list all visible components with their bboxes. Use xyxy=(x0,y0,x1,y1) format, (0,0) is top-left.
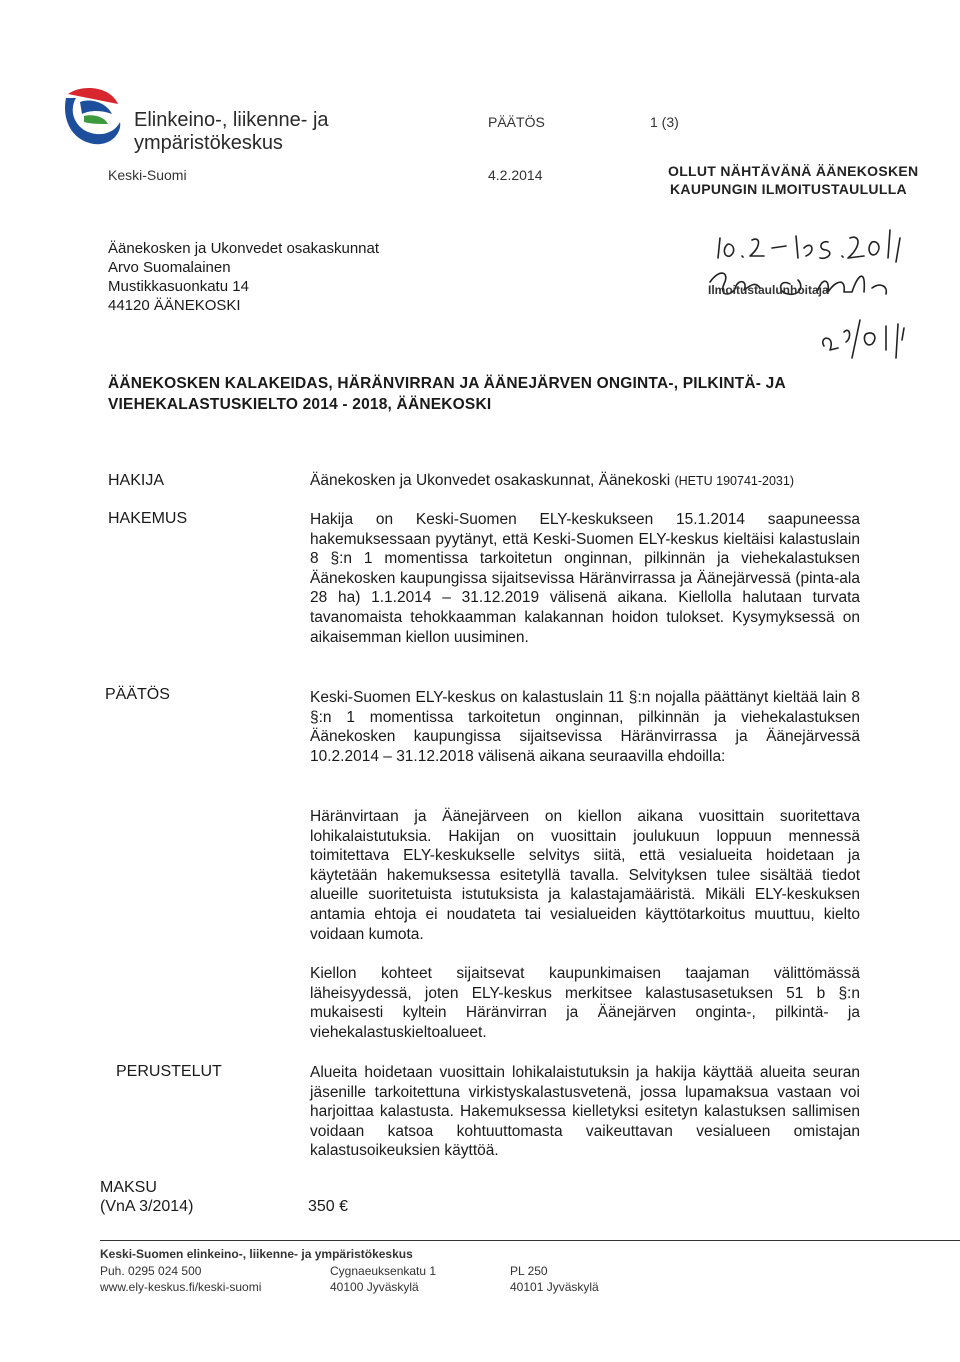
footer-phone: Puh. 0295 024 500 xyxy=(100,1264,202,1278)
maksu-label: MAKSU xyxy=(100,1179,157,1196)
footer-web[interactable]: www.ely-keskus.fi/keski-suomi xyxy=(100,1280,262,1294)
paatos-signage: Kiellon kohteet sijaitsevat kaupunkimaisen taajaman välittömässä läheisyydessä, joten ELY-keskus merkitsee kalastusasetuksen 51 b §:n mukaisesti kyltein Häränvirran ja Äänejärven onginta-, pilkintä- ja viehekalastuskieltoalueet. xyxy=(310,965,860,1041)
perustelut-label: PERUSTELUT xyxy=(116,1063,222,1080)
recipient-line2: Arvo Suomalainen xyxy=(108,259,231,276)
footer-divider xyxy=(100,1240,960,1241)
document-type: PÄÄTÖS xyxy=(488,114,545,130)
footer-pobox: PL 250 xyxy=(510,1264,548,1278)
org-name-line1: Elinkeino-, liikenne- ja xyxy=(134,109,329,131)
perustelut-text: Alueita hoidetaan vuosittain lohikalaistutuksin ja hakija käyttää alueita seuran jäsenille tarkoitettuna virkistyskalastusvetenä, jossa lupamaksua vastaan voi harjoittaa kalastusta. Hakemuksessa kielletyksi esitetyn kalastuksen sallimisen voidaan katsoa kohtuuttomasta vaikeuttavan vesialueen omistajan kalastusoikeuksien käyttöä. xyxy=(310,1064,860,1160)
ely-logo-icon xyxy=(62,84,124,146)
region-name: Keski-Suomi xyxy=(108,167,187,183)
document-title-line1: ÄÄNEKOSKEN KALAKEIDAS, HÄRÄNVIRRAN JA ÄÄNEJÄRVEN ONGINTA-, PILKINTÄ- JA xyxy=(108,375,786,392)
hakija-name: Äänekosken ja Ukonvedet osakaskunnat, Äänekoski xyxy=(310,472,671,489)
paatos-text: Keski-Suomen ELY-keskus on kalastuslain 11 §:n nojalla päättänyt kieltää lain 8 §:n 1 momentissa tarkoitetun onginnan, pilkinnän ja viehekalastuksen Äänekosken kaupungissa sijaitsevissa Häränvirrassa ja Äänejärvessä 10.2.2014 – 31.12.2018 välisenä aikana seuraavilla ehdoilla: xyxy=(310,689,860,765)
recipient-line3: Mustikkasuonkatu 14 xyxy=(108,278,249,295)
stamp-signer-label: Ilmoitustaulunhoitaja xyxy=(708,283,829,297)
hakemus-label: HAKEMUS xyxy=(108,510,188,527)
footer-street: Cygnaeuksenkatu 1 xyxy=(330,1264,437,1278)
hakemus-text: Hakija on Keski-Suomen ELY-keskukseen 15.1.2014 saapuneessa hakemuksessaan pyytänyt, että Keski-Suomen ELY-keskus kieltäisi kalastuslain 8 §:n 1 momentissa tarkoitetun onginnan, pilkinnän ja viehekalastuksen Äänekosken kaupungissa sijaitsevissa Häränvirrassa ja Äänejärvessä (pinta-ala 28 ha) 1.1.2014 – 31.12.2019 välisenä aikana. Kiellolla halutaan turvata tavanomaista tehokkaamman kalakannan hoidon tulokset. Kysymyksessä on aikaisemman kiellon uusiminen. xyxy=(310,511,860,646)
hakija-label: HAKIJA xyxy=(108,472,165,489)
recipient-line1: Äänekosken ja Ukonvedet osakaskunnat xyxy=(108,240,380,257)
maksu-reference: (VnA 3/2014) xyxy=(100,1198,194,1215)
document-date: 4.2.2014 xyxy=(488,167,543,183)
maksu-amount: 350 € xyxy=(308,1198,349,1215)
hakija-hetu: (HETU 190741-2031) xyxy=(674,474,794,488)
recipient-line4: 44120 ÄÄNEKOSKI xyxy=(108,297,241,314)
footer-pobox-city: 40101 Jyväskylä xyxy=(510,1280,599,1294)
hakija-text xyxy=(310,472,794,490)
stamp-line1: OLLUT NÄHTÄVÄNÄ ÄÄNEKOSKEN xyxy=(668,163,919,179)
document-title-line2: VIEHEKALASTUSKIELTO 2014 - 2018, ÄÄNEKOSKI xyxy=(108,396,492,413)
footer-city: 40100 Jyväskylä xyxy=(330,1280,419,1294)
footer-org: Keski-Suomen elinkeino-, liikenne- ja ympäristökeskus xyxy=(100,1247,413,1261)
paatos-conditions: Häränvirtaan ja Äänejärveen on kiellon aikana vuosittain suoritettava lohikalaistutuksia. Hakijan on vuosittain joulukuun loppuun mennessä toimitettava ELY-keskukselle selvitys siitä, että vesialueita hoidetaan ja käytetään hakemuksessa esitetyllä tavalla. Selvityksen tulee sisältää tiedot alueille suoritetuista istutuksista ja kalastajamääristä. Mikäli ELY-keskuksen antamia ehtoja ei noudateta tai vesialueiden käyttötarkoitus muuttuu, kielto voidaan kumota. xyxy=(310,808,860,943)
page-number: 1 (3) xyxy=(650,114,679,130)
stamp-line2: KAUPUNGIN ILMOITUSTAULULLA xyxy=(670,181,907,197)
paatos-label: PÄÄTÖS xyxy=(105,686,170,703)
org-name-line2: ympäristökeskus xyxy=(134,132,283,154)
